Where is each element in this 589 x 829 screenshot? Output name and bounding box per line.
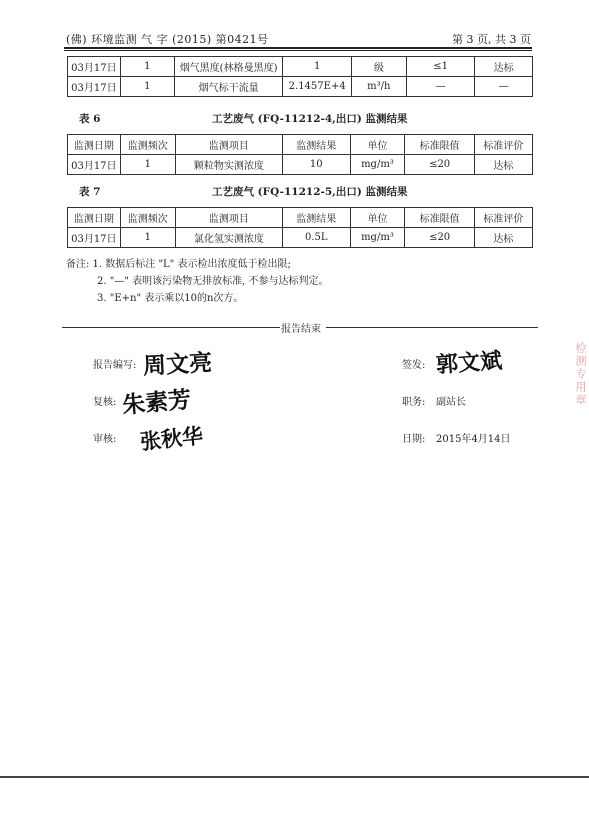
page-indicator: 第 3 页, 共 3 页 [452, 33, 531, 46]
position-label: 职务: [402, 397, 426, 408]
table-row [68, 57, 533, 77]
signed-by-signature: 郭文斌 [435, 347, 503, 379]
date-label: 日期: [402, 434, 426, 445]
table6-label: 表 6 [79, 113, 101, 125]
table-cell: 1 [120, 155, 175, 175]
table6-title: 工艺废气 (FQ-11212-4,出口) 监测结果 [212, 113, 408, 125]
table-cell: 达标 [475, 57, 533, 77]
table-header-row [68, 208, 533, 228]
table-cell: 颗粒物实测浓度 [175, 155, 282, 175]
table-cell: 1 [120, 228, 175, 248]
table6 [67, 134, 533, 175]
column-header: 监测结果 [282, 208, 350, 228]
header-rule-thin [64, 50, 532, 51]
table-cell: 达标 [474, 155, 532, 175]
table-cell: 1 [120, 77, 174, 97]
table7-label: 表 7 [79, 186, 101, 198]
table-cell: 烟气黑度(林格曼黑度) [174, 57, 283, 77]
report-number: (佛) 环境监测 气 字 (2015) 第0421号 [66, 33, 269, 46]
table-cell: ≤1 [406, 57, 475, 77]
table-cell: — [475, 77, 533, 97]
table7 [67, 207, 533, 248]
column-header: 监测频次 [120, 208, 175, 228]
bottom-rule [0, 776, 589, 778]
reviewed-by-label: 复核: [93, 397, 117, 408]
column-header: 监测项目 [175, 208, 282, 228]
prepared-by-signature: 周文亮 [142, 349, 213, 380]
table-cell: mg/m³ [350, 155, 405, 175]
table-cell: 1 [283, 57, 352, 77]
end-rule-right [326, 327, 538, 328]
table-cell: 0.5L [282, 228, 350, 248]
table-row [68, 77, 533, 97]
table-cell: 达标 [474, 228, 532, 248]
continued-table [67, 56, 533, 97]
audited-by-signature: 张秋华 [138, 422, 205, 455]
column-header: 监测项目 [175, 135, 282, 155]
table-cell: 2.1457E+4 [283, 77, 352, 97]
column-header: 监测结果 [282, 135, 350, 155]
signed-by-label: 签发: [402, 360, 426, 371]
column-header: 单位 [350, 135, 405, 155]
column-header: 标准限值 [405, 135, 474, 155]
table-cell: 氯化氢实测浓度 [175, 228, 282, 248]
column-header: 监测频次 [120, 135, 175, 155]
column-header: 标准评价 [474, 135, 532, 155]
prepared-by-label: 报告编写: [93, 360, 137, 371]
table-cell: ≤20 [405, 155, 474, 175]
table-cell: ≤20 [405, 228, 474, 248]
date-value: 2015年4月14日 [436, 434, 511, 445]
reviewed-by-signature: 朱素芳 [121, 386, 193, 419]
note-3: 3. "E+n" 表示乘以10的n次方。 [97, 293, 244, 304]
table-cell: 03月17日 [68, 77, 121, 97]
table-row [68, 155, 533, 175]
table-cell: 03月17日 [68, 228, 121, 248]
column-header: 标准限值 [405, 208, 474, 228]
note-1: 备注: 1. 数据后标注 "L" 表示检出浓度低于检出限; [66, 259, 291, 270]
table-row [68, 228, 533, 248]
report-end-mark: 报告结束 [281, 324, 321, 335]
audited-by-label: 审核: [93, 434, 117, 445]
table-cell: — [406, 77, 475, 97]
table-cell: 10 [282, 155, 350, 175]
column-header: 监测日期 [68, 208, 121, 228]
table-cell: 烟气标干流量 [174, 77, 283, 97]
header-rule [64, 47, 532, 49]
table-cell: m³/h [351, 77, 406, 97]
column-header: 监测日期 [68, 135, 121, 155]
end-rule-left [62, 327, 280, 328]
official-stamp: 检测专用章 [574, 342, 587, 407]
table-cell: 1 [120, 57, 174, 77]
column-header: 标准评价 [474, 208, 532, 228]
position-value: 副站长 [436, 397, 466, 408]
table7-title: 工艺废气 (FQ-11212-5,出口) 监测结果 [212, 186, 408, 198]
table-cell: mg/m³ [350, 228, 405, 248]
note-2: 2. "—" 表明该污染物无排放标准, 不参与达标判定。 [97, 276, 329, 287]
table-header-row [68, 135, 533, 155]
table-cell: 级 [351, 57, 406, 77]
table-cell: 03月17日 [68, 57, 121, 77]
table-cell: 03月17日 [68, 155, 121, 175]
column-header: 单位 [350, 208, 405, 228]
